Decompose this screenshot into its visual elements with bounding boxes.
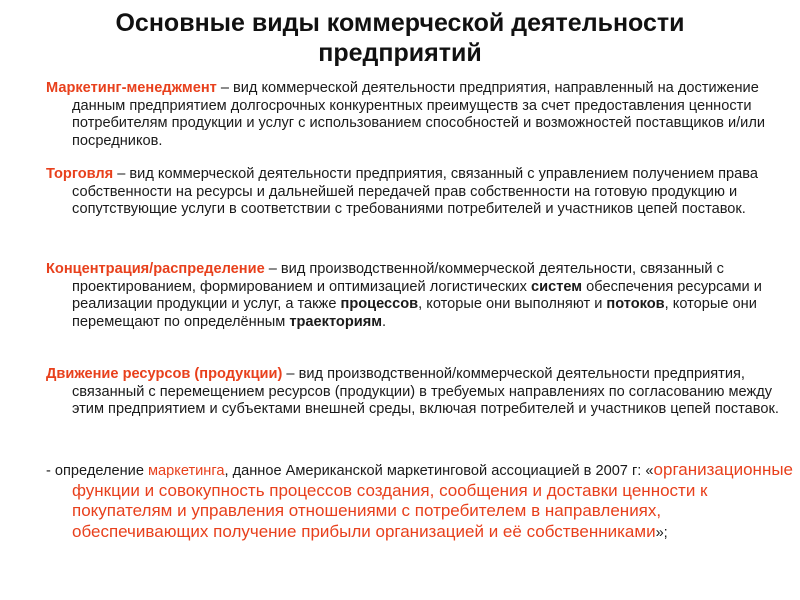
paragraph-resource-movement [46, 366, 800, 419]
red-word-marketing: маркетинга [148, 463, 225, 479]
term-trade: Торговля [46, 166, 114, 182]
definition-text: . [382, 313, 387, 330]
term-marketing-management: Маркетинг-менеджмент [46, 80, 217, 96]
definition-text: - определение [46, 463, 149, 479]
ama-quote: организационные функции и совокупность процессов создания, сообщения и доставки ценности к покупателям и управления отношениями с потребителем в направлениях, обеспечивающих получение прибыли организацией и её собственниками [72, 460, 794, 541]
definition-text: обеспечения ресурсами и реализации продукции и услуг, а также [72, 278, 762, 313]
bold-word-systems: систем [531, 278, 583, 295]
paragraph-marketing-management [46, 80, 800, 150]
paragraph-marketing-definition [46, 460, 800, 542]
definition-text: – вид коммерческой деятельности предприятия, направленный на достижение данным предприятием долгосрочных конкурентных преимуществ за счет предоставления ценности потребителям продукции и услуг с использованием способностей и возможностей поставщиков и/или посредников. [72, 80, 765, 149]
definition-text: – вид производственной/коммерческой деятельности предприятия, связанный с перемещением ресурсов (продукции) в требуемых направлениях по согласованию между этим предприятием и субъектами внешней среды, включая потребителей и участников цепей поставок. [72, 366, 779, 418]
definition-text: – вид коммерческой деятельности предприятия, связанный с управлением получением права собственности на ресурсы и дальнейшей передачей прав собственности на готовую продукцию и сопутствующие услуги в соответствии с требованиями потребителей и участников цепей поставок. [72, 166, 758, 218]
definition-text: , которые они выполняют и [418, 296, 607, 313]
definition-text: , данное Американской маркетинговой ассоциацией в 2007 г: « [224, 463, 654, 479]
bold-word-processes: процессов [340, 296, 419, 313]
bold-word-trajectories: траекториям [289, 313, 383, 330]
term-resource-movement: Движение ресурсов (продукции) [46, 366, 283, 382]
paragraph-trade [46, 166, 800, 219]
slide-title: Основные виды коммерческой деятельности предприятий [115, 9, 685, 67]
definition-text: »; [655, 524, 668, 541]
definition-text: – вид производственной/коммерческой деятельности, связанный с проектированием, формированием и оптимизацией логистических [72, 261, 724, 295]
term-concentration-distribution: Концентрация/распределение [46, 261, 265, 277]
definition-text: , которые они перемещают по определённым [72, 296, 757, 330]
paragraph-concentration-distribution [46, 261, 800, 331]
bold-word-flows: потоков [606, 296, 665, 313]
